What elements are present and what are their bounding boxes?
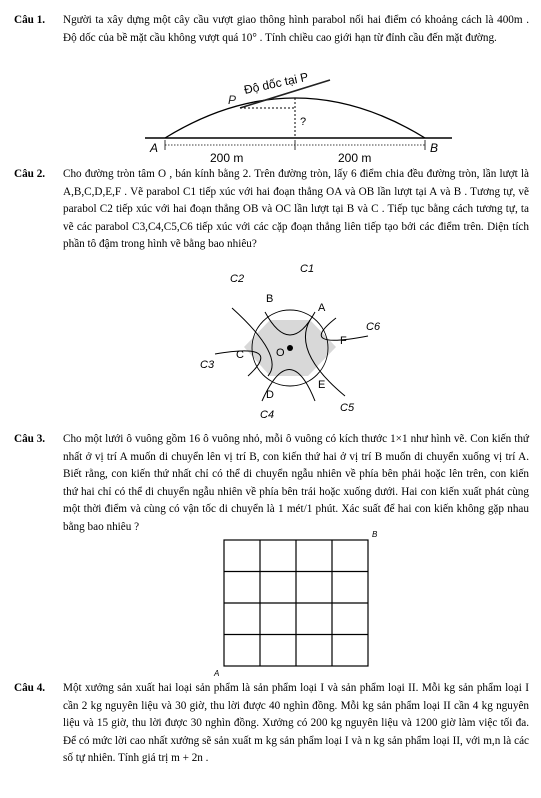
label-a: A <box>214 669 220 678</box>
slope-label: Độ dốc tại P <box>242 70 310 97</box>
label-c3: C3 <box>200 359 215 371</box>
grid-figure <box>208 528 384 680</box>
label-c2: C2 <box>230 273 245 285</box>
span-left-label: 200 m <box>210 151 244 165</box>
label-e: E <box>318 379 326 391</box>
hexagon-parabola-figure <box>190 256 390 424</box>
label-a: A <box>150 141 159 155</box>
question-text: Một xưởng sản xuất hai loại sản phẩm là sản phẩm loại I và sản phẩm loại II. Mỗi kg sản phẩm loại I cần 2 kg nguyên liệu và 30 giờ, thu lời được 40 nghìn đồng. Mỗi kg sản phẩm loại II cần 4 kg nguyên liệu và 15 giờ, thu lời được 30 nghìn đồng. Xưởng có 200 kg nguyên liệu và 1200 giờ làm việc tối đa. Để có mức lời cao nhất xưởng sẽ sản xuất m kg sản phẩm loại I và n kg sản phẩm loại II, với m,n là các số tự nhiên. Tính giá trị m + 2n . <box>63 682 529 764</box>
question-text: Cho một lưới ô vuông gồm 16 ô vuông nhỏ, mỗi ô vuông có kích thước 1×1 như hình vẽ. Con kiến thứ nhất ở vị trí A muốn di chuyển lên vị trí B, con kiến thứ hai ở vị trí B muốn di chuyển xuống vị trí A. Biết rằng, con kiến thứ nhất chỉ có thể di chuyển ngẫu nhiên về phía bên phải hoặc lên trên, con kiến thứ hai chỉ có thể di chuyển ngẫu nhiên về phía bên trái hoặc xuống dưới. Hai con kiến xuất phát cùng một thời điểm và cùng có vận tốc di chuyển là 1 mét/1 phút. Xác suất để hai con kiến không gặp nhau bằng bao nhiêu ? <box>63 433 529 533</box>
question-text: Người ta xây dựng một cây cầu vượt giao thông hình parabol nối hai điểm có khoảng cách là 400m . Độ dốc của bề mặt cầu không vượt quá 10° . Tính chiều cao giới hạn từ đỉnh cầu đến mặt đường. <box>63 14 529 44</box>
question-number: Câu 3. <box>14 433 46 445</box>
question-number: Câu 1. <box>14 14 46 26</box>
label-c4: C4 <box>260 409 275 421</box>
label-c: C <box>236 349 244 361</box>
label-c5: C5 <box>340 402 355 414</box>
label-f: F <box>340 335 347 347</box>
label-o: O <box>276 347 285 359</box>
question-text: Cho đường tròn tâm O , bán kính bằng 2. Trên đường tròn, lấy 6 điểm chia đều đường tròn, lần lượt là A,B,C,D,E,F . Vẽ parabol C1 tiếp xúc với hai đoạn thẳng OA và OB lần lượt tại A và B . Tương tự, vẽ parabol C2 tiếp xúc với hai đoạn thẳng OB và OC lần lượt tại B và C . Tiếp tục bằng cách tương tự, ta vẽ các parabol C3,C4,C5,C6 tiếp xúc với các cặp đoạn thẳng liên tiếp tạo bởi các điểm trên. Diện tích phần tô đậm trong hình vẽ bằng bao nhiêu? <box>63 168 529 250</box>
bridge-figure <box>140 70 460 165</box>
grid-lines <box>224 540 368 666</box>
label-b: B <box>372 530 378 539</box>
label-b: B <box>430 141 439 155</box>
label-c6: C6 <box>366 321 381 333</box>
label-b: B <box>266 293 274 305</box>
label-a: A <box>318 302 326 314</box>
span-right-label: 200 m <box>338 151 372 165</box>
question-number: Câu 2. <box>14 168 46 180</box>
question-number: Câu 4. <box>14 682 46 694</box>
center-o <box>287 345 293 351</box>
label-unknown: ? <box>300 116 307 128</box>
label-c1: C1 <box>300 263 315 275</box>
label-p: P <box>228 93 237 107</box>
label-d: D <box>266 389 274 401</box>
